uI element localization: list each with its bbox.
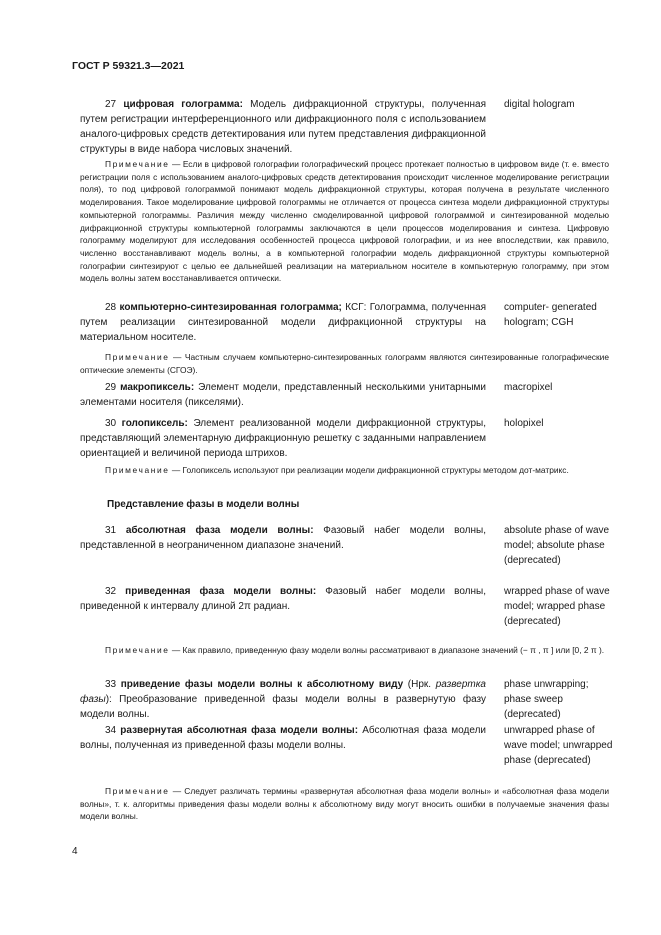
- note: Примечание — Голопиксель используют при реализации модели дифракционной структуры методом дот-матрикс.: [105, 465, 569, 475]
- term-english: computer- generated hologram; CGH: [504, 302, 597, 328]
- term-english: phase unwrapping; phase sweep (deprecated): [504, 679, 589, 720]
- term-name: абсолютная фаза модели волны:: [125, 525, 314, 536]
- term-name: приведенная фаза модели волны:: [125, 586, 317, 597]
- term-name: компьютерно-синтезированная голограмма;: [119, 302, 342, 313]
- term-english: absolute phase of wave model; absolute phase (deprecated): [504, 525, 610, 566]
- note: Примечание — Следует различать термины «развернутая абсолютная фаза модели волны» и «абсолютная фаза модели волны», т. к. алгоритмы приведения фазы модели волны к абсолютному виду могут вносить ошибки в получаемые значения фазы модели волны.: [80, 786, 609, 822]
- term-english: unwrapped phase of wave model; unwrapped phase (deprecated): [504, 725, 613, 766]
- term-definition: 32 приведенная фаза модели волны: Фазовый набег модели волны, приведенной к интервалу длиной 2π радиан.: [80, 586, 487, 612]
- term-definition: 28 компьютерно-синтезированная голограмма; КСГ: Голограмма, полученная путем реализации синтезированной модели дифракционной структуры на материальном носителе.: [80, 302, 487, 343]
- note: Примечание — Частным случаем компьютерно-синтезированных голограмм являются синтезированные голографические оптические элементы (СГОЭ).: [80, 352, 609, 375]
- term-english: holopixel: [504, 418, 544, 429]
- document-header: ГОСТ Р 59321.3—2021: [72, 60, 185, 72]
- term-english: digital hologram: [504, 99, 575, 110]
- term-definition: 29 макропиксель: Элемент модели, представленный несколькими унитарными элементами носителя (пикселями).: [80, 382, 486, 408]
- term-english: wrapped phase of wave model; wrapped phase (deprecated): [504, 586, 610, 627]
- term-definition: 34 развернутая абсолютная фаза модели волны: Абсолютная фаза модели волны, полученная из приведенной фазы модели волны.: [80, 725, 487, 751]
- term-name: макропиксель:: [120, 382, 195, 393]
- term-name: цифровая голограмма:: [123, 99, 243, 110]
- term-definition: 27 цифровая голограмма: Модель дифракционной структуры, полученная путем регистрации интерференционного или дифракционного поля с использованием аналого-цифровых средств детектирования или путем представления дифракционной структуры в виде набора числовых значений.: [80, 99, 486, 155]
- term-name: голопиксель:: [121, 418, 188, 429]
- section-title: Представление фазы в модели волны: [107, 499, 300, 510]
- term-name: приведение фазы модели волны к абсолютному виду: [120, 679, 404, 690]
- term-definition: 33 приведение фазы модели волны к абсолютному виду (Нрк. развертка фазы): Преобразование приведенной фазы модели волны в развернутую фазу модели волны.: [80, 679, 486, 720]
- note: Примечание — Как правило, приведенную фазу модели волны рассматривают в диапазоне значений (− π , π ] или [0, 2 π ).: [105, 645, 605, 655]
- term-english: macropixel: [504, 382, 553, 393]
- term-definition: 30 голопиксель: Элемент реализованной модели дифракционной структуры, представляющий элементарную дифракционную решетку с заданными направлением ориентацией и величиной периода штрихов.: [80, 418, 486, 459]
- term-definition: 31 абсолютная фаза модели волны: Фазовый набег модели волны, представленной в неограниченном диапазоне значений.: [80, 525, 487, 551]
- term-name: развернутая абсолютная фаза модели волны:: [120, 725, 359, 736]
- note: Примечание — Если в цифровой голографии голографический процесс протекает полностью в цифровом виде (т. е. вместо регистрации поля с использованием аналого-цифровых средств детектирования происходит численное моделирование регистрации поля), то под цифровой голограммой понимают модель дифракционной структуры, которая получена в результате численного моделирования. Такое моделирование цифровой голограммы не отличается от процесса синтеза модели дифракционной структуры компьютерной голограммы. Различия между численно смоделированной цифровой голограммой и синтезированной моделью дифракционной структуры компьютерной голограммы заключаются в цели процессов моделирования и синтеза. Цифровую голограмму моделируют для исследования особенностей процесса цифровой голографии, и из нее впоследствии, как правило, численно восстанавливают модель волны, а в компьютерной голографии модель дифракционной структуры компьютерной голографии синтезируют с целью ее дальнейшей реализации на материальном носителе в компьютерную голограмму, при этом модель волны затем восстанавливается оптически.: [80, 159, 609, 284]
- page-number: 4: [72, 846, 78, 857]
